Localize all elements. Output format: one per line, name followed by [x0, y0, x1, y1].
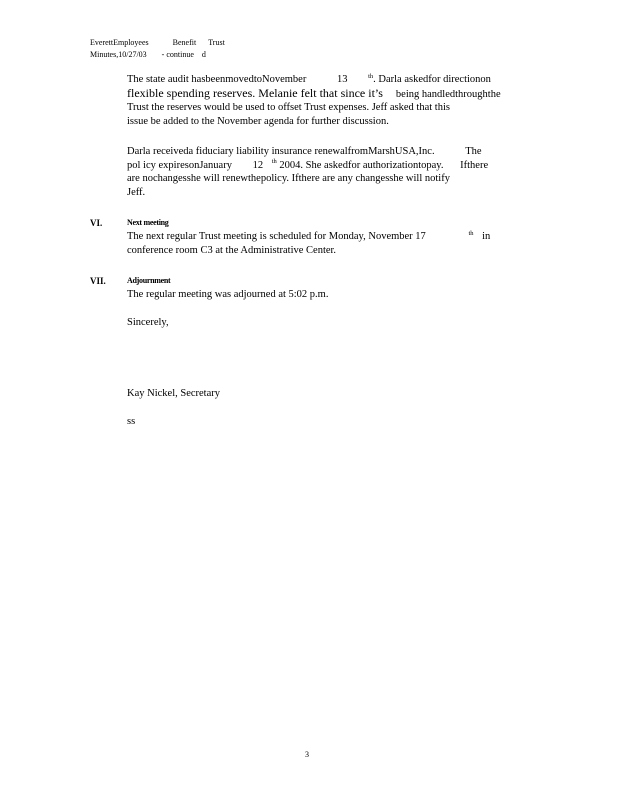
insurance-text: pol icy expiresonJanuary — [127, 159, 232, 171]
audit-text: The state audit hasbeenmovedtoNovember — [127, 74, 307, 85]
next-meeting-text: The next regular Trust meeting is scheduled for Monday, November 17 — [127, 231, 426, 242]
section-number: VI. — [90, 218, 103, 228]
running-header-line-2 — [90, 50, 206, 60]
audit-paragraph — [127, 73, 527, 128]
audit-line-4: issue be added to the November agenda for further discussion. — [127, 115, 389, 127]
signature-name: Kay Nickel, Secretary — [127, 388, 220, 399]
next-meeting-date-suffix: th — [468, 229, 474, 237]
audit-line-1 — [127, 73, 527, 87]
header-continued: - continue — [161, 50, 194, 59]
header-minutes-date: Minutes,10/27/03 — [90, 50, 147, 59]
audit-date-day: 13 — [336, 74, 348, 85]
typist-initials: ss — [127, 416, 136, 427]
insurance-line-2 — [127, 159, 527, 173]
audit-line-3: Trust the reserves would be used to offset Trust expenses. Jeff asked that this — [127, 102, 450, 113]
insurance-text: Ifthere — [460, 159, 489, 171]
insurance-line-3: are nochangesshe will renewthepolicy. Ifthere are any changesshe will notify — [127, 173, 450, 184]
insurance-line-4: Jeff. — [127, 186, 146, 198]
salutation: Sincerely, — [127, 317, 169, 328]
insurance-text-the: The — [465, 146, 482, 157]
running-header-line-1 — [90, 38, 225, 48]
section-number: VII. — [90, 276, 106, 286]
audit-text-large: flexible spending reserves. Melanie felt that since it’s — [127, 85, 383, 100]
audit-line-2 — [127, 87, 527, 102]
insurance-paragraph — [127, 145, 527, 199]
audit-text-cont: . Darla askedfor directionon — [373, 74, 491, 85]
section-title-adjournment: Adjournment — [127, 276, 171, 285]
page-number: 3 — [305, 750, 309, 759]
audit-text-small: being handledthroughthe — [395, 88, 501, 100]
header-continued-d: d — [201, 50, 206, 59]
audit-date-suffix: th — [368, 72, 374, 80]
insurance-line-1 — [127, 145, 527, 159]
next-meeting-text: in — [482, 231, 491, 242]
insurance-date-suffix: th — [271, 158, 277, 165]
header-word-trust: Trust — [208, 38, 225, 47]
insurance-text: 2004. She askedfor authorizationtopay. — [279, 159, 444, 171]
insurance-text: Darla receiveda fiduciary liability insurance renewalfromMarshUSA,Inc. — [127, 146, 435, 157]
insurance-date-day: 12 — [252, 159, 264, 171]
header-word-benefit: Benefit — [172, 38, 197, 47]
header-org: EverettEmployees — [90, 38, 149, 47]
section-title-next-meeting: Next meeting — [127, 218, 169, 227]
next-meeting-line-2: conference room C3 at the Administrative Center. — [127, 245, 337, 256]
adjournment-line: The regular meeting was adjourned at 5:02 p.m. — [127, 289, 329, 300]
next-meeting-line-1 — [127, 231, 490, 242]
